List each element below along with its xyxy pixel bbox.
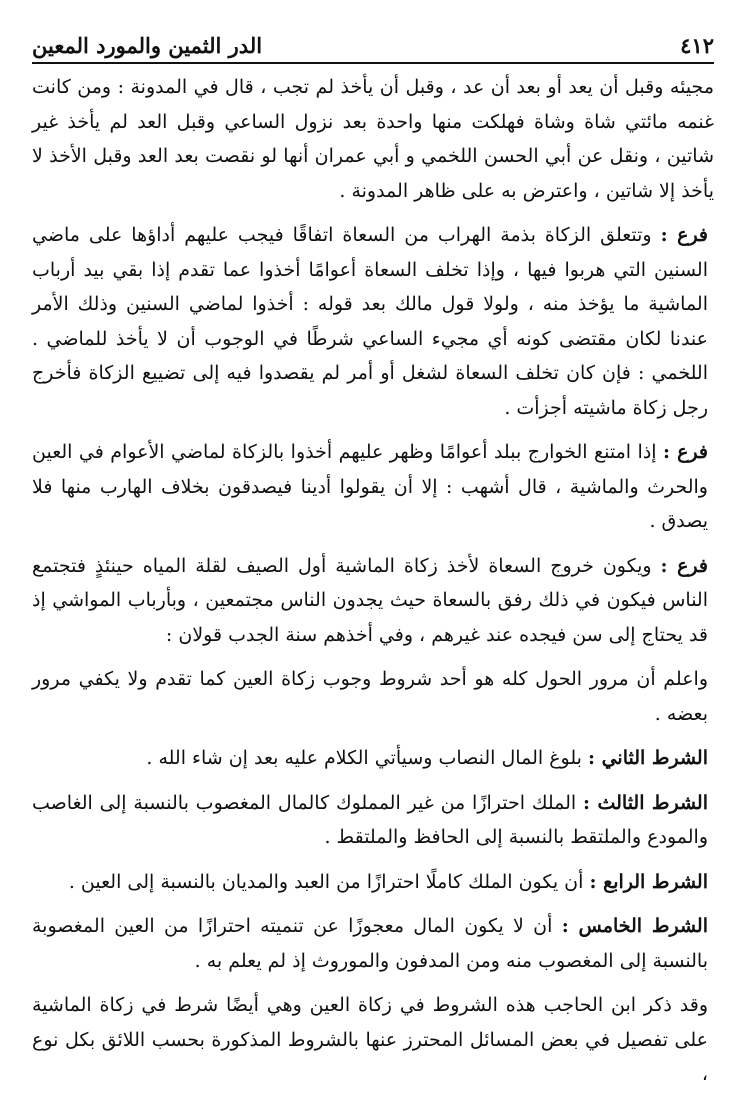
paragraph-text: الملك احترازًا من غير المملوك كالمال المغصوب بالنسبة إلى الغاصب والمودع والملتقط بالنسبة إلى الحافظ والملتقط . <box>32 791 708 848</box>
paragraph-text: وقد ذكر ابن الحاجب هذه الشروط في زكاة العين وهي أيضًا شرط في زكاة الماشية على تفصيل في بعض المسائل المحترز عنها بالشروط المذكورة بحسب اللائق بكل نوع ، <box>32 994 708 1085</box>
paragraph-text: مجيئه وقبل أن يعد أو بعد أن عد ، وقبل أن يأخذ لم تجب ، قال في المدونة : ومن كانت غنمه مائتي شاة وشاة فهلكت منها واحدة بعد نزول الساعي وقبل العد لم يأخذ غير شاتين ، ونقل عن أبي الحسن اللخمي و أبي عمران أنها لو نقصت بعد العد وقبل الأخذ لا يأخذ إلا شاتين ، واعترض به على ظاهر المدونة . <box>32 76 714 202</box>
paragraph-text: ويكون خروج السعاة لأخذ زكاة الماشية أول الصيف لقلة المياه حينئذٍ فتجتمع الناس فيكون في ذلك رفق بالسعاة حيث يجدون الناس مجتمعين ، وبأرباب المواشي إذ قد يحتاج إلى سن فيجده عند غيرهم ، وفي أخذهم سنة الجدب قولان : <box>32 554 708 646</box>
paragraph-label: فرع : <box>660 554 708 577</box>
paragraph-text: بلوغ المال النصاب وسيأتي الكلام عليه بعد إن شاء الله . <box>146 747 582 769</box>
page-body <box>32 70 714 1092</box>
paragraph-label: الشرط الثالث : <box>583 791 708 814</box>
paragraph-label: فرع : <box>660 224 709 246</box>
paragraph-continuation <box>32 70 714 208</box>
paragraph-text: أن يكون الملك كاملًا احترازًا من العبد والمديان بالنسبة إلى العين . <box>68 870 584 893</box>
paragraph-far-1 <box>32 218 714 425</box>
paragraph-far-3 <box>32 549 714 653</box>
paragraph-text: وتتعلق الزكاة بذمة الهراب من السعاة اتفاقًا فيجب عليهم أداؤها على ماضي السنين التي هربوا فيها ، وإذا تخلف السعاة أعوامًا أخذوا عما تقدم إذا بقي بيد أرباب الماشية ما يؤخذ منه ، ولولا قول مالك بعد قوله : أخذوا لماضي السنين وذلك الأمر عندنا لكان مقتضى كونه أي مجيء الساعي شرطًا في الوجوب أن لا يأخذ للماضي . اللخمي : فإن كان تخلف السعاة لشغل أو أمر لم يقصدوا فيه إلى تضييع الزكاة فأخرج رجل زكاة ماشيته أجزأت . <box>32 224 708 419</box>
paragraph-label: الشرط الخامس : <box>561 915 708 937</box>
paragraph-condition-4 <box>32 865 714 900</box>
paragraph-condition-2 <box>32 741 714 776</box>
paragraph-text: إذا امتنع الخوارج ببلد أعوامًا وظهر عليهم أخذوا بالزكاة لماضي الأعوام في العين والحرث والماشية ، قال أشهب : إلا أن يقولوا أدينا فيصدقون بخلاف الهارب منها فلا يصدق . <box>32 441 708 532</box>
paragraph-condition-5 <box>32 909 714 978</box>
paragraph-condition-3 <box>32 786 714 855</box>
paragraph-label: الشرط الرابع : <box>589 870 708 893</box>
running-header <box>32 28 714 64</box>
book-title: الدر الثمين والمورد المعين <box>32 33 263 58</box>
paragraph-far-2 <box>32 435 714 539</box>
paragraph-text: أن لا يكون المال معجوزًا عن تنميته احترازًا من العين المغصوبة بالنسبة إلى المغصوب منه ومن المدفون والموروث إذ لم يعلم به . <box>32 915 708 972</box>
paragraph-text: واعلم أن مرور الحول كله هو أحد شروط وجوب زكاة العين كما تقدم ولا يكفي مرور بعضه . <box>32 668 708 725</box>
page-number: ٤١٢ <box>680 33 714 58</box>
paragraph-label: فرع : <box>663 441 708 463</box>
paragraph-hawl <box>32 662 714 731</box>
paragraph-label: الشرط الثاني : <box>587 747 708 769</box>
page <box>32 28 714 1102</box>
